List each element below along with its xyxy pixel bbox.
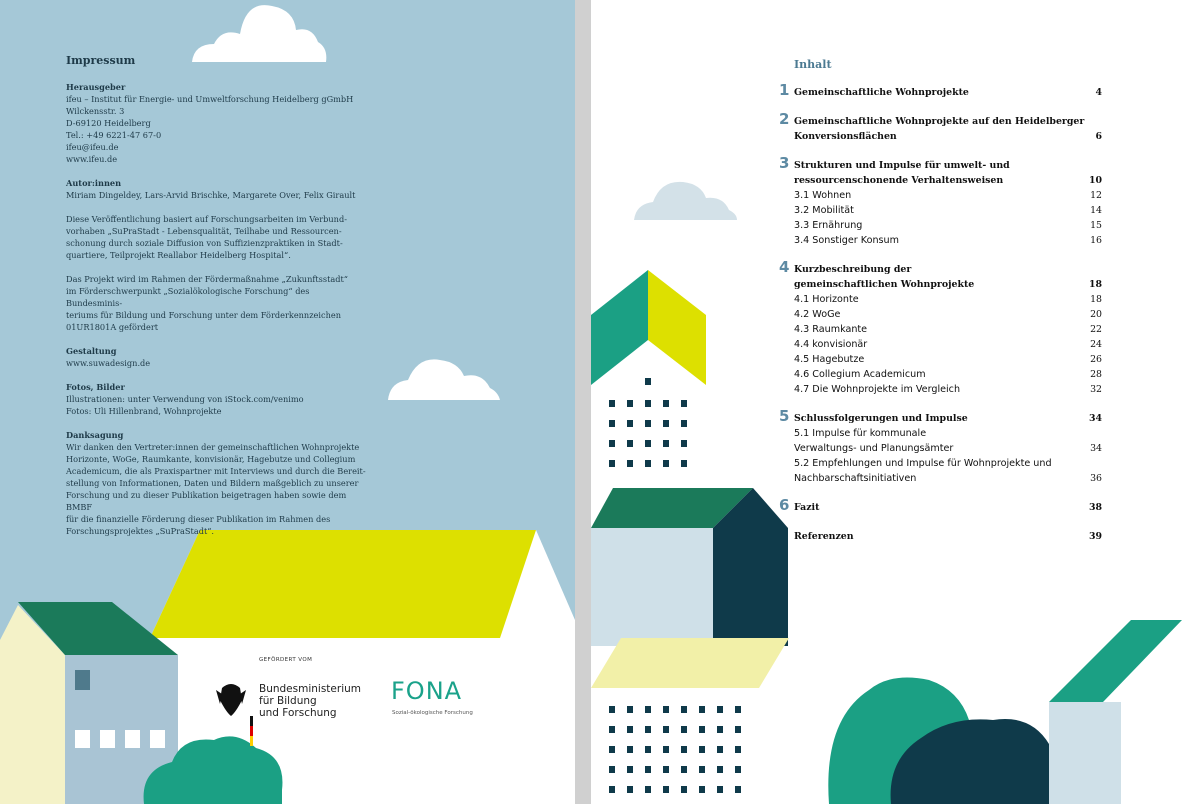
toc-subentry-title: 4.1 Horizonte bbox=[794, 294, 859, 305]
toc-subentry-title: 4.5 Hagebutze bbox=[794, 354, 865, 365]
text-line: Tel.: +49 6221-47 67-0 bbox=[66, 130, 162, 140]
chapter-number: 6 bbox=[779, 496, 790, 514]
text-line: für die finanzielle Förderung dieser Publikation im Rahmen des bbox=[66, 514, 331, 524]
window-shape bbox=[150, 730, 165, 748]
toc-subentry[interactable] bbox=[794, 426, 1102, 441]
toc-entry-title: Gemeinschaftliche Wohnprojekte auf den Heidelberger bbox=[794, 116, 1085, 127]
toc-entry[interactable] bbox=[794, 277, 1102, 292]
toc-subentry-title: 3.3 Ernährung bbox=[794, 220, 863, 231]
chapter-number: 4 bbox=[779, 258, 790, 276]
toc-entry[interactable] bbox=[794, 85, 1102, 100]
toc-subentry-title: 4.7 Die Wohnprojekte im Vergleich bbox=[794, 384, 961, 395]
toc-entry-title: Kurzbeschreibung der bbox=[794, 264, 912, 275]
house-shape bbox=[591, 528, 713, 646]
toc-subentry-title: 5.1 Impulse für kommunale bbox=[794, 428, 927, 439]
autoren-section bbox=[66, 177, 366, 201]
toc-entry-title: ressourcenschonende Verhaltensweisen bbox=[794, 175, 1004, 186]
house-shape bbox=[1049, 702, 1121, 804]
toc-entry-title: Referenzen bbox=[794, 531, 854, 542]
toc-chapter bbox=[779, 81, 1102, 100]
window-shape bbox=[125, 730, 140, 748]
toc-chapter bbox=[779, 110, 1102, 144]
window-shape bbox=[75, 730, 90, 748]
text-line: quartiere, Teilprojekt Reallabor Heidelberg Hospital“. bbox=[66, 250, 291, 260]
toc-subentry[interactable] bbox=[794, 352, 1102, 367]
toc-entry-title: Strukturen und Impulse für umwelt- und bbox=[794, 160, 1010, 171]
roof-shape bbox=[591, 638, 789, 688]
text-line: Illustrationen: unter Verwendung von iStock.com/venimo bbox=[66, 394, 304, 404]
toc-page-number: 34 bbox=[1090, 443, 1102, 454]
text-line: www.suwadesign.de bbox=[66, 358, 151, 368]
toc-subentry-title: 4.4 konvisionär bbox=[794, 339, 868, 350]
text-line: Horizonte, WoGe, Raumkante, konvisionär, Hagebutze und Collegium bbox=[66, 454, 356, 464]
toc-page-number: 24 bbox=[1090, 339, 1102, 350]
impressum-title: Impressum bbox=[66, 54, 136, 67]
cloud-shape bbox=[388, 359, 500, 400]
toc-page-number: 4 bbox=[1095, 87, 1102, 98]
toc-page-number: 36 bbox=[1090, 473, 1102, 484]
flag-stripe bbox=[250, 726, 253, 736]
toc-page-number: 32 bbox=[1090, 384, 1102, 395]
bmbf-line: und Forschung bbox=[259, 707, 337, 719]
toc-subentry[interactable] bbox=[794, 218, 1102, 233]
toc-subentry[interactable] bbox=[794, 307, 1102, 322]
toc-page-number: 14 bbox=[1090, 205, 1102, 216]
toc-subentry[interactable] bbox=[794, 337, 1102, 352]
toc-subentry[interactable] bbox=[794, 382, 1102, 397]
toc-subentry-title: 3.4 Sonstiger Konsum bbox=[794, 235, 899, 246]
toc-subentry-title: Verwaltungs- und Planungsämter bbox=[794, 443, 954, 454]
fona-subtitle: Sozial-ökologische Forschung bbox=[392, 710, 473, 716]
page-gutter bbox=[575, 0, 591, 804]
bmbf-logo-text bbox=[259, 683, 369, 719]
toc-subentry-title: Nachbarschaftsinitiativen bbox=[794, 473, 917, 484]
cloud-shape bbox=[192, 5, 326, 62]
toc-entry[interactable] bbox=[794, 129, 1102, 144]
toc-subentry[interactable] bbox=[794, 188, 1102, 203]
danksagung-section bbox=[66, 429, 366, 537]
text-line: ifeu@ifeu.de bbox=[66, 142, 119, 152]
toc-page-number: 39 bbox=[1088, 531, 1102, 542]
funding-caption: GEFÖRDERT VOM bbox=[259, 657, 313, 663]
herausgeber-section bbox=[66, 81, 366, 165]
toc-entry[interactable] bbox=[794, 500, 1102, 515]
toc-entry-title: Schlussfolgerungen und Impulse bbox=[794, 413, 968, 424]
text-line: Wilckensstr. 3 bbox=[66, 106, 125, 116]
basis-section bbox=[66, 213, 366, 261]
toc-page-number: 15 bbox=[1090, 220, 1102, 231]
table-of-contents bbox=[779, 58, 1102, 558]
toc-subentry[interactable] bbox=[794, 292, 1102, 307]
bmbf-line: für Bildung bbox=[259, 695, 317, 707]
window-shape bbox=[75, 670, 90, 690]
impressum-page bbox=[0, 0, 575, 804]
toc-chapter bbox=[779, 258, 1102, 397]
text-line: schonung durch soziale Diffusion von Suffizienzpraktiken in Stadt- bbox=[66, 238, 343, 248]
toc-entry-title: Fazit bbox=[794, 502, 820, 513]
text-line: Das Projekt wird im Rahmen der Fördermaßnahme „Zukunftsstadt“ bbox=[66, 274, 348, 284]
toc-entry-title: Konversionsflächen bbox=[794, 131, 897, 142]
toc-subentry-title: 4.2 WoGe bbox=[794, 309, 841, 320]
section-heading: Gestaltung bbox=[66, 346, 117, 356]
text-line: Forschungsprojektes „SuPraStadt“. bbox=[66, 526, 215, 536]
toc-entry[interactable] bbox=[794, 173, 1102, 188]
chapter-number: 1 bbox=[779, 81, 790, 99]
text-line: teriums für Bildung und Forschung unter dem Förderkennzeichen bbox=[66, 310, 341, 320]
text-line: Diese Veröffentlichung basiert auf Forschungsarbeiten im Verbund- bbox=[66, 214, 347, 224]
cloud-shape bbox=[634, 182, 737, 220]
toc-page-number: 20 bbox=[1090, 309, 1102, 320]
toc-subentry[interactable] bbox=[794, 203, 1102, 218]
fona-logo: FONA bbox=[391, 677, 463, 705]
toc-entry[interactable] bbox=[794, 158, 1102, 173]
toc-subentry-title: 4.3 Raumkante bbox=[794, 324, 868, 335]
text-line: im Förderschwerpunkt „Sozialökologische Forschung“ des Bundesminis- bbox=[66, 286, 310, 308]
impressum-block bbox=[66, 55, 366, 549]
toc-page-number: 22 bbox=[1090, 324, 1102, 335]
text-line: Forschung und zu dieser Publikation beigetragen haben sowie dem BMBF bbox=[66, 490, 347, 512]
chapter-number: 2 bbox=[779, 110, 790, 128]
text-line: D-69120 Heidelberg bbox=[66, 118, 151, 128]
toc-chapter bbox=[779, 407, 1102, 486]
fotos-section bbox=[66, 381, 366, 417]
text-line: Academicum, die als Praxispartner mit Interviews und durch die Bereit- bbox=[66, 466, 366, 476]
window-shape bbox=[100, 730, 115, 748]
toc-page-number: 18 bbox=[1090, 294, 1102, 305]
toc-subentry[interactable] bbox=[794, 322, 1102, 337]
text-line: Wir danken den Vertreter:innen der gemeinschaftlichen Wohnprojekte bbox=[66, 442, 360, 452]
section-heading: Autor:innen bbox=[66, 178, 122, 188]
roof-shape bbox=[1049, 620, 1182, 702]
text-line: vorhaben „SuPraStadt - Lebensqualität, Teilhabe und Ressourcen- bbox=[66, 226, 342, 236]
contents-page bbox=[591, 0, 1182, 804]
text-line: Miriam Dingeldey, Lars-Arvid Brischke, Margarete Over, Felix Girault bbox=[66, 190, 356, 200]
toc-subentry[interactable] bbox=[794, 367, 1102, 382]
text-line: 01UR1801A gefördert bbox=[66, 322, 159, 332]
toc-entry[interactable] bbox=[794, 529, 1102, 544]
toc-entry[interactable] bbox=[794, 114, 1102, 129]
toc-subentry[interactable] bbox=[794, 456, 1102, 471]
toc-subentry-title: 4.6 Collegium Academicum bbox=[794, 369, 926, 380]
toc-subentry[interactable] bbox=[794, 441, 1102, 456]
toc-subentry[interactable] bbox=[794, 471, 1102, 486]
toc-page-number: 6 bbox=[1095, 131, 1102, 142]
toc-entry-title: gemeinschaftlichen Wohnprojekte bbox=[794, 279, 975, 290]
toc-entry[interactable] bbox=[794, 262, 1102, 277]
text-line: ifeu – Institut für Energie- und Umweltforschung Heidelberg gGmbH bbox=[66, 94, 354, 104]
section-heading: Fotos, Bilder bbox=[66, 382, 125, 392]
toc-page-number: 16 bbox=[1090, 235, 1102, 246]
toc-chapter bbox=[779, 154, 1102, 248]
toc-page-number: 28 bbox=[1090, 369, 1102, 380]
gestaltung-section bbox=[66, 345, 366, 369]
flag-stripe bbox=[250, 736, 253, 746]
toc-subentry-title: 3.2 Mobilität bbox=[794, 205, 854, 216]
text-line: stellung von Informationen, Daten und Bildern maßgeblich zu unserer bbox=[66, 478, 359, 488]
toc-page-number: 12 bbox=[1090, 190, 1102, 201]
chapter-number: 5 bbox=[779, 407, 790, 425]
toc-page-number: 18 bbox=[1088, 279, 1102, 290]
toc-entry-title: Gemeinschaftliche Wohnprojekte bbox=[794, 87, 969, 98]
toc-chapter bbox=[794, 529, 1102, 544]
foerderung-section bbox=[66, 273, 366, 333]
section-heading: Herausgeber bbox=[66, 82, 126, 92]
toc-page-number: 34 bbox=[1088, 413, 1102, 424]
section-heading: Danksagung bbox=[66, 430, 124, 440]
toc-title: Inhalt bbox=[794, 58, 832, 71]
toc-subentry-title: 5.2 Empfehlungen und Impulse für Wohnprojekte und bbox=[794, 458, 1052, 469]
toc-page-number: 10 bbox=[1088, 175, 1102, 186]
text-line: Fotos: Uli Hillenbrand, Wohnprojekte bbox=[66, 406, 222, 416]
toc-subentry-title: 3.1 Wohnen bbox=[794, 190, 852, 201]
flag-stripe bbox=[250, 716, 253, 726]
bmbf-line: Bundesministerium bbox=[259, 683, 361, 695]
toc-page-number: 26 bbox=[1090, 354, 1102, 365]
toc-page-number: 38 bbox=[1088, 502, 1102, 513]
toc-entry[interactable] bbox=[794, 411, 1102, 426]
toc-chapter bbox=[779, 496, 1102, 515]
toc-subentry[interactable] bbox=[794, 233, 1102, 248]
text-line: www.ifeu.de bbox=[66, 154, 118, 164]
chapter-number: 3 bbox=[779, 154, 790, 172]
